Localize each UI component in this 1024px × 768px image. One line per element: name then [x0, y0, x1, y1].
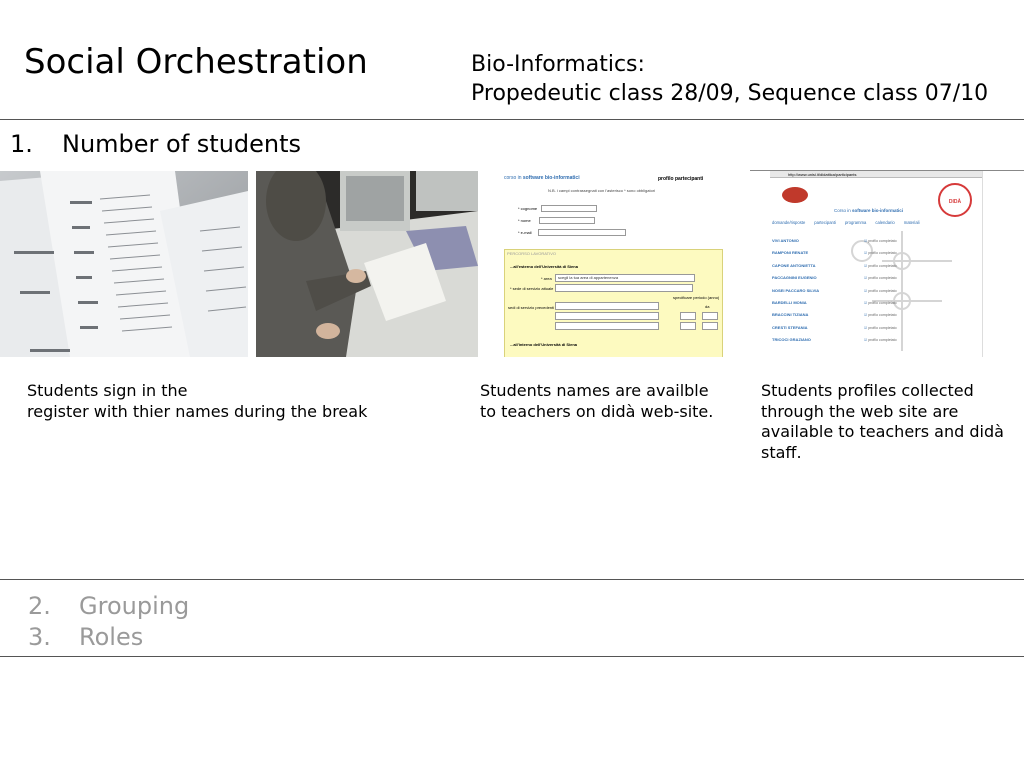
period-from-input[interactable]	[680, 312, 696, 320]
form-header-right: profilo partecipanti	[658, 176, 704, 182]
section-label: Number of students	[62, 130, 302, 158]
hat-logo	[782, 187, 808, 203]
lastname-input[interactable]	[541, 205, 597, 212]
profile-status: ☑ profilo completato	[864, 313, 897, 318]
profile-status: ☑ profilo completato	[864, 288, 897, 293]
participant-name[interactable]: BARDELLI MONIA	[772, 300, 807, 306]
check-icon: ☑	[864, 251, 868, 256]
check-icon: ☑	[864, 276, 868, 281]
profile-status: ☑ profilo completato	[864, 263, 897, 268]
profile-status: ☑ profilo completato	[864, 325, 897, 330]
caption-line: Students sign in the	[27, 381, 188, 400]
previous-site-select[interactable]	[555, 302, 659, 310]
da-label: da	[705, 304, 710, 309]
header-divider	[0, 119, 1024, 120]
participants-list	[772, 235, 819, 347]
caption-register	[27, 381, 367, 422]
caption-line: to teachers on didà web-site.	[480, 401, 714, 421]
work-history-panel	[504, 249, 723, 357]
profile-status: ☑ profilo completato	[864, 276, 897, 281]
period-to-input[interactable]	[702, 312, 718, 320]
section-number: 1.	[10, 130, 33, 158]
slide-title: Social Orchestration	[24, 42, 368, 82]
caption-line: through the web site are	[761, 401, 959, 421]
check-icon: ☑	[864, 263, 868, 268]
form-course-header: corso in software bio-informatici	[504, 175, 580, 181]
profile-status-list	[864, 235, 897, 347]
outline-label: Roles	[79, 623, 144, 651]
outline-number: 2.	[28, 592, 51, 620]
profile-status: ☑ profilo completato	[864, 338, 897, 343]
caption-line: register with thier names during the break	[27, 401, 368, 421]
slide-subtitle	[471, 50, 988, 108]
check-icon: ☑	[864, 288, 868, 293]
participant-name[interactable]: TRICOCI GRAZIANO	[772, 337, 811, 343]
tab-participants[interactable]: partecipanti	[814, 220, 836, 225]
participant-name[interactable]: PACCAGNINI EUGENIO	[772, 275, 817, 281]
period-from-input[interactable]	[680, 322, 696, 330]
outline-item-grouping	[28, 592, 189, 620]
sede-label: * sede di servizio attuale	[510, 286, 554, 291]
caption-line: Students names are availble	[480, 381, 709, 400]
form-required-note: N.B. i campi contrassegnati con l'asterisco * sono obbligatori	[548, 188, 656, 193]
tab-materials[interactable]: materiali	[903, 220, 920, 225]
area-select[interactable]: scegli la tua area di appartenenza	[555, 274, 695, 282]
section-divider	[0, 579, 1024, 580]
participant-name[interactable]: CRESTI STEFANIA	[772, 324, 808, 330]
caption-line: staff.	[761, 442, 802, 462]
course-tabs	[772, 220, 982, 225]
participant-name[interactable]: CAPONE ANTONIETTA	[772, 262, 816, 268]
tab-questions[interactable]: domande/risposte	[772, 220, 806, 225]
check-icon: ☑	[864, 325, 868, 330]
caption-line: available to teachers and didà	[761, 422, 1004, 441]
subtitle-line: Bio-Informatics:	[471, 52, 645, 77]
area-label: * area	[541, 276, 552, 281]
email-input[interactable]	[538, 229, 626, 236]
tab-program[interactable]: programma	[844, 220, 867, 225]
profile-status: ☑ profilo completato	[864, 239, 897, 243]
register-photo	[0, 171, 248, 357]
previous-sites-label: sedi di servizio precedenti	[508, 305, 555, 310]
form-fields	[518, 203, 626, 239]
participant-name[interactable]: VIVI ANTONIO	[772, 238, 799, 243]
profile-status: ☑ profilo completato	[864, 301, 897, 306]
outline-label: Grouping	[79, 592, 190, 620]
browser-address-bar[interactable]: http://www.unisi.it/didattica/participants	[770, 171, 982, 178]
caption-website	[480, 381, 713, 422]
profile-status: ☑ profilo completato	[864, 251, 897, 256]
tab-calendar[interactable]: calendario	[875, 220, 895, 225]
participant-name[interactable]: RAMPONI RENATE	[772, 250, 809, 256]
profile-form-screenshot	[478, 171, 750, 357]
course-label: Corso in software bio-informatici	[834, 208, 904, 213]
caption-line: Students profiles collected	[761, 381, 974, 400]
check-icon: ☑	[864, 239, 868, 243]
check-icon: ☑	[864, 301, 868, 306]
footer-divider	[0, 656, 1024, 657]
period-to-input[interactable]	[702, 322, 718, 330]
check-icon: ☑	[864, 313, 868, 318]
panel-heading-2: ...all'interno dell'Università di Siena	[510, 342, 578, 347]
period-label: specificare periodo (anno)	[673, 295, 720, 300]
participant-name[interactable]: BRACCINI TIZIANA	[772, 312, 809, 318]
register-sheets-illustration	[0, 171, 248, 357]
student-signing-photo	[256, 171, 478, 357]
form-field-row: * cognome	[518, 203, 626, 215]
participants-screenshot	[752, 171, 983, 357]
participant-name[interactable]: NOSEI PACCARO SILVIA	[772, 287, 820, 293]
check-icon: ☑	[864, 338, 868, 343]
subtitle-line: Propedeutic class 28/09, Sequence class 07/10	[471, 81, 989, 106]
outline-item-roles	[28, 623, 143, 651]
previous-site-select[interactable]	[555, 312, 659, 320]
previous-site-select[interactable]	[555, 322, 659, 330]
firstname-input[interactable]	[539, 217, 595, 224]
panel-title: PERCORSO LAVORATIVO	[507, 251, 556, 256]
sede-select[interactable]	[555, 284, 693, 292]
caption-profiles	[761, 381, 1004, 463]
panel-heading: ...all'esterno dell'Università di Siena	[510, 264, 578, 269]
section-heading	[10, 130, 301, 158]
dida-badge: DIDÀ	[938, 183, 972, 217]
form-field-row: * e-mail	[518, 227, 626, 239]
outline-number: 3.	[28, 623, 51, 651]
form-field-row: * nome	[518, 215, 626, 227]
student-signing-illustration	[256, 171, 478, 357]
